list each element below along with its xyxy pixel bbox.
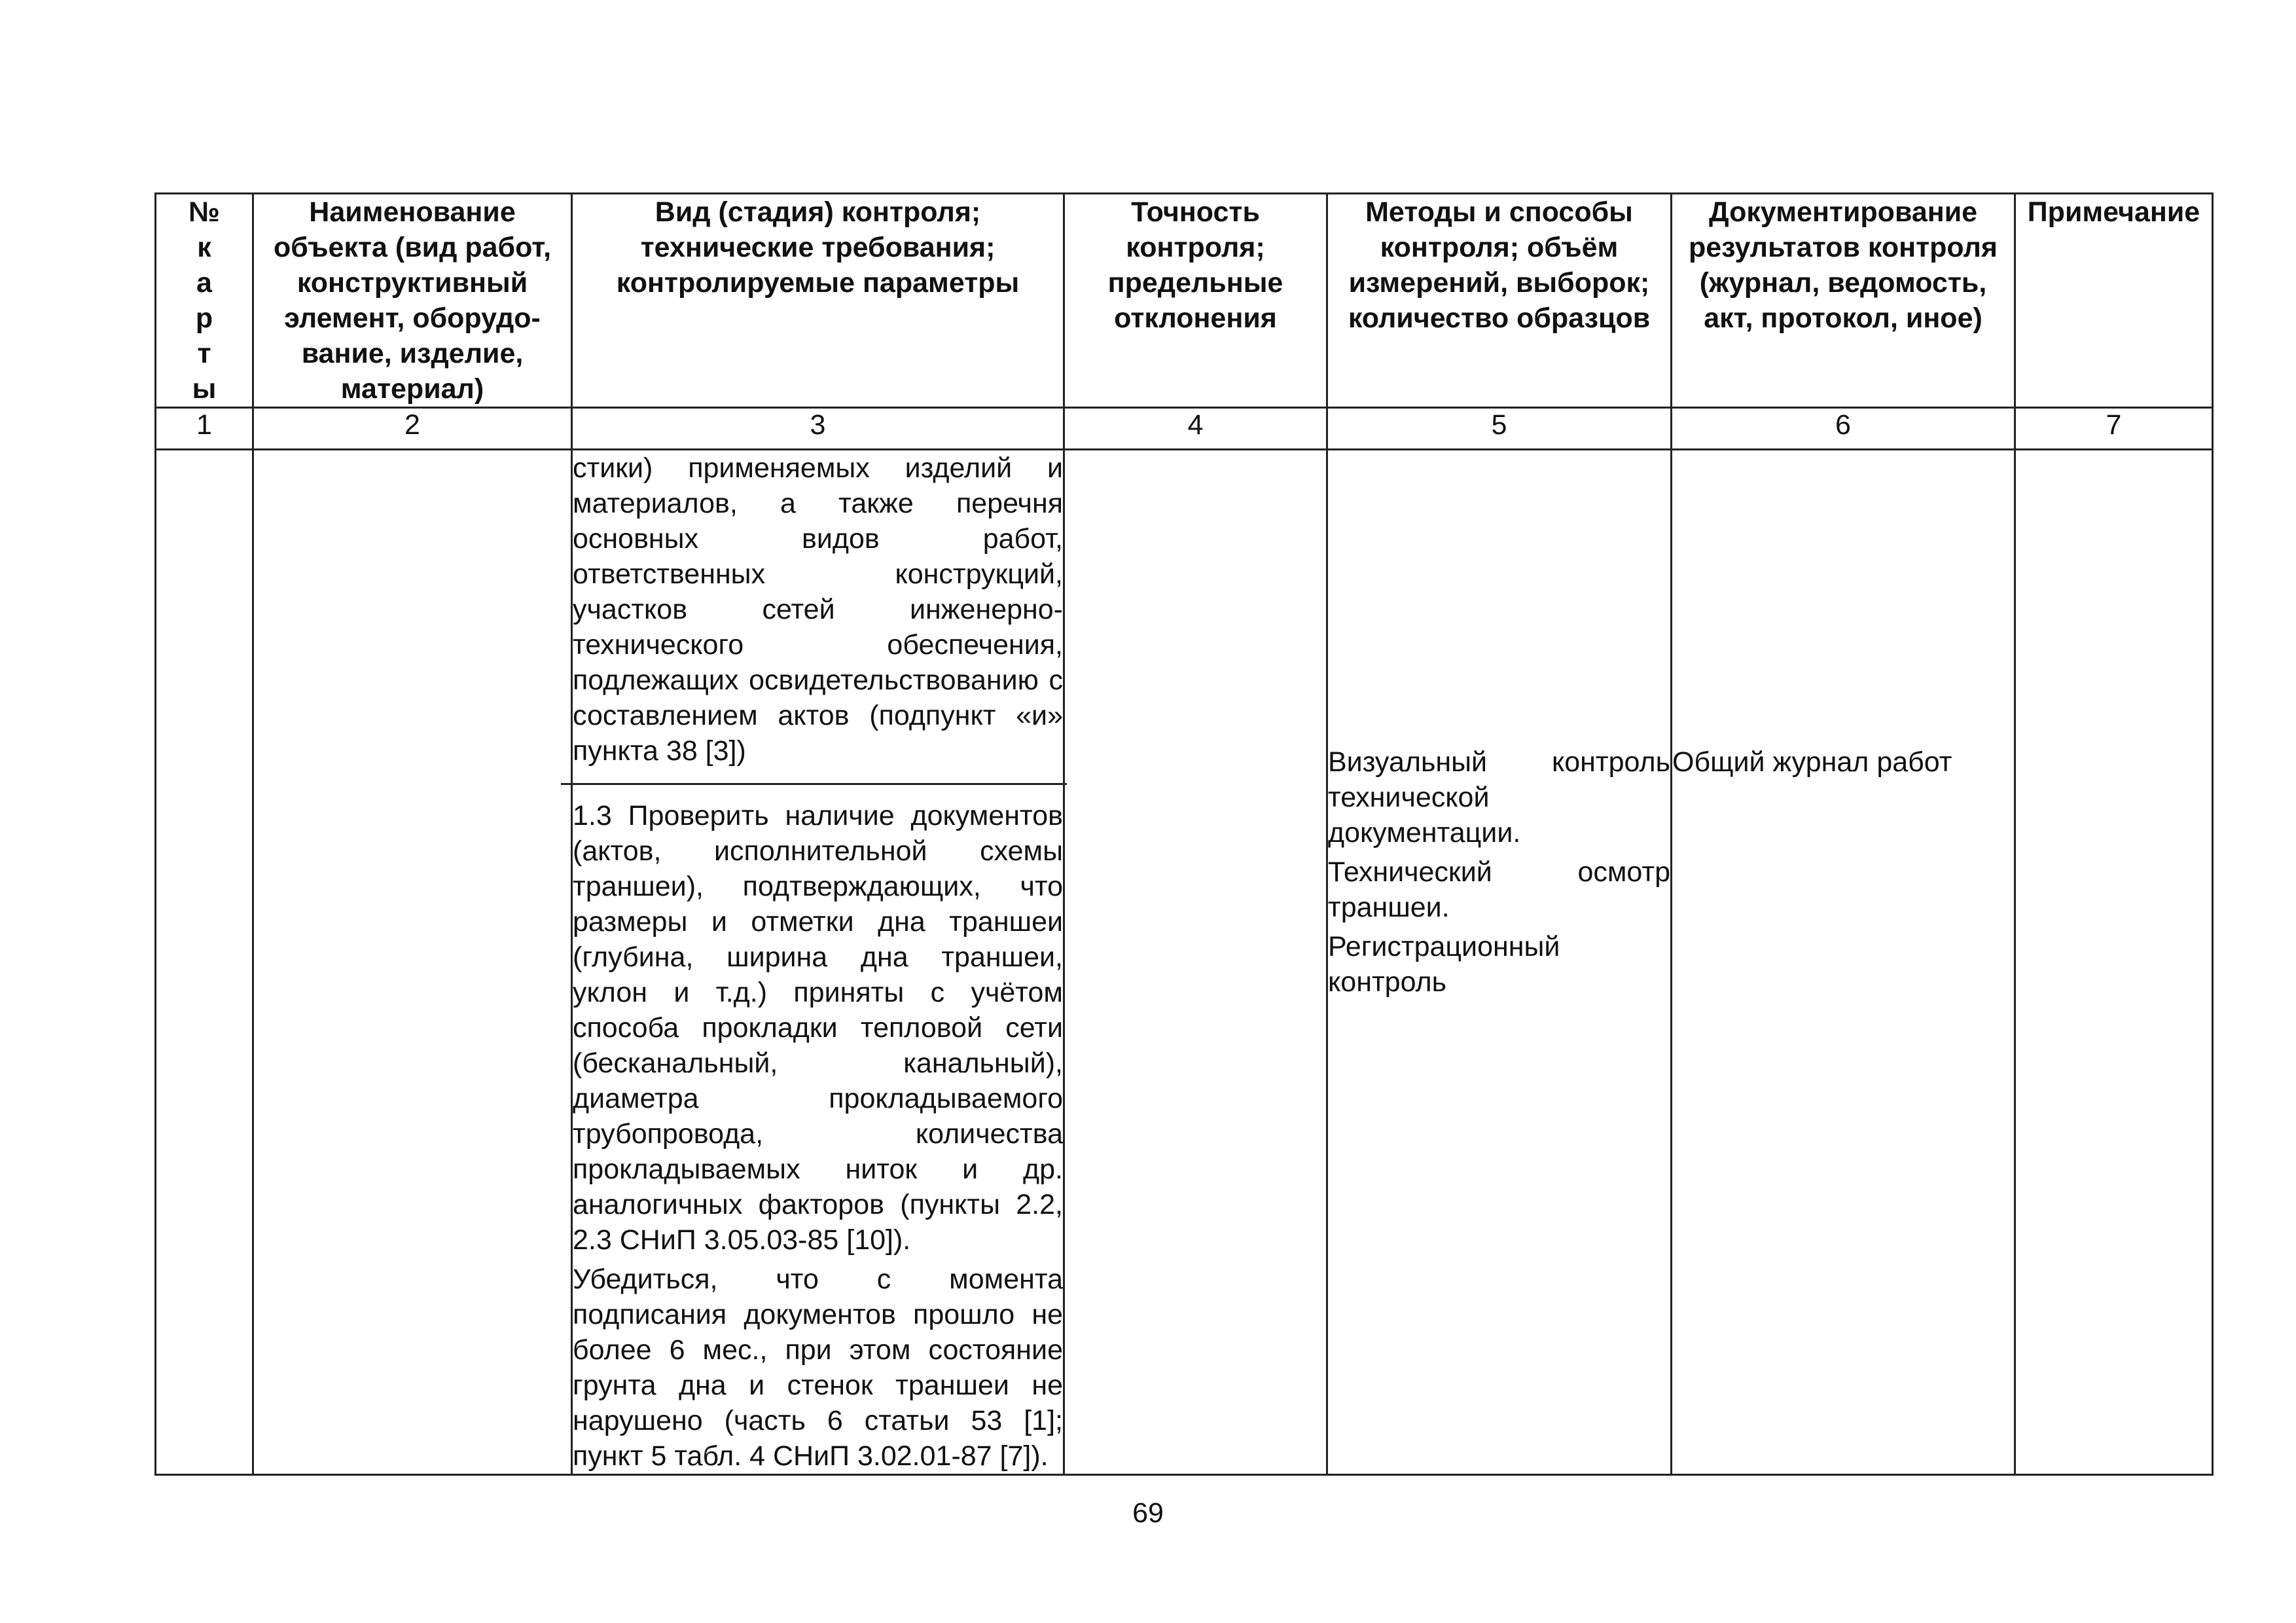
control-table [154,192,2214,1476]
cell-methods [1327,450,1672,1475]
header-card-number-char: № [188,196,220,228]
header-card-number-char: т [197,338,211,369]
row-divider [561,783,1067,785]
documentation-general-journal: Общий журнал работ [1672,746,1952,778]
header-object-name: Наименование объекта (вид работ, конструктивный элемент, оборудо-вание, изделие, материал) [253,194,572,408]
requirements-continuation-text: стики) применяемых изделий и материалов, а также перечня основных видов работ, ответственных конструкций, участков сетей инженерно-технического обеспечения, подлежащих освидетельствованию с составлением актов (подпункт «и» пункта 38 [3]) [573,452,1063,767]
header-card-number-char: а [196,267,212,299]
requirement-1-3-text: 1.3 Проверить наличие документов (актов, исполнительной схемы траншеи), подтверждающих, что размеры и отметки дна траншеи (глубина, ширина дна траншеи, уклон и т.д.) приняты с учётом способа прокладки тепловой сети (бесканальный, канальный), диаметра прокладываемого трубопровода, количества прокладываемых ниток и др. аналогичных факторов (пункты 2.2, 2.3 СНиП 3.05.03-85 [10]). [573,800,1063,1256]
header-documentation: Документирование результатов контроля (журнал, ведомость, акт, протокол, иное) [1672,194,2015,408]
column-number: 5 [1327,408,1672,450]
column-number: 6 [1672,408,2015,450]
cell-card-number [156,450,253,1475]
cell-object-name [253,450,572,1475]
header-methods: Методы и способы контроля; объём измерений, выборок; количество образцов [1327,194,1672,408]
header-card-number [156,194,253,408]
method-visual-control: Визуальный контроль технической документации. [1328,746,1670,848]
column-number: 1 [156,408,253,450]
header-card-number-char: ы [192,373,217,405]
column-number-row [156,408,2213,450]
method-registration-control: Регистрационный контроль [1328,931,1560,998]
column-number: 7 [2015,408,2213,450]
column-number: 2 [253,408,572,450]
column-number: 4 [1064,408,1327,450]
method-technical-inspection: Технический осмотр траншеи. [1328,856,1670,923]
column-number: 3 [572,408,1064,450]
cell-control-requirements [572,450,1064,1475]
header-card-number-char: р [195,302,213,334]
cell-note [2015,450,2213,1475]
cell-documentation [1672,450,2015,1475]
body-row [156,450,2213,1475]
header-accuracy: Точность контроля; предельные отклонения [1064,194,1327,408]
header-note: Примечание [2015,194,2213,408]
header-row [156,194,2213,408]
page-number: 69 [1132,1497,1164,1529]
header-control-type: Вид (стадия) контроля; технические требования; контролируемые параметры [572,194,1064,408]
requirement-verify-text: Убедиться, что с момента подписания документов прошло не более 6 мес., при этом состояние грунта дна и стенок траншеи не нарушено (часть 6 статьи 53 [1]; пункт 5 табл. 4 СНиП 3.02.01-87 [7]). [573,1264,1063,1472]
header-card-number-char: к [197,232,211,263]
cell-accuracy [1064,450,1327,1475]
